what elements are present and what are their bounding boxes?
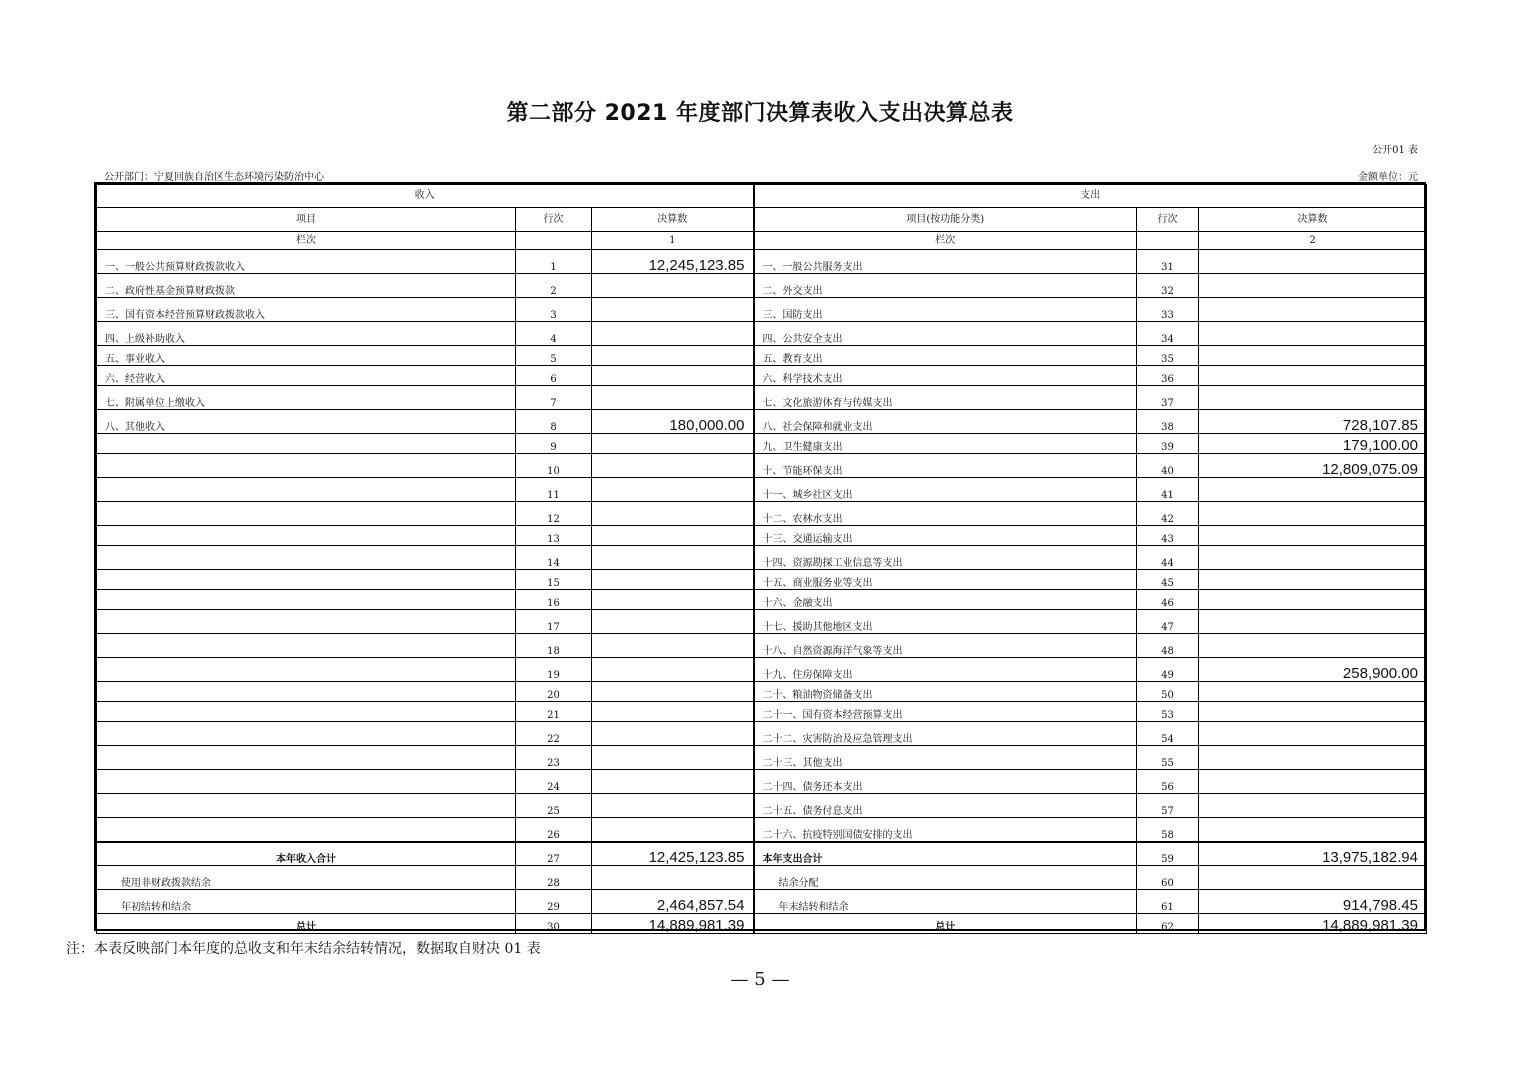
income-amount: 12,245,123.85	[592, 250, 754, 274]
expense-summary-row-no: 61	[1137, 890, 1199, 914]
expense-amount: 728,107.85	[1199, 410, 1427, 434]
income-item-name	[97, 682, 516, 702]
income-summary-amount	[592, 866, 754, 890]
income-item-name	[97, 634, 516, 658]
table-row	[97, 298, 1427, 322]
expense-item-name: 十六、金融支出	[754, 590, 1137, 610]
expense-amount	[1199, 702, 1427, 722]
expense-amount: 12,809,075.09	[1199, 454, 1427, 478]
expense-row-no: 41	[1137, 478, 1199, 502]
income-row-no: 3	[516, 298, 592, 322]
income-row-no: 2	[516, 274, 592, 298]
table-row	[97, 590, 1427, 610]
income-item-name	[97, 658, 516, 682]
expense-row-no: 32	[1137, 274, 1199, 298]
expense-row-no-index	[1137, 232, 1199, 250]
table-row	[97, 274, 1427, 298]
currency-unit-label: 金额单位：元	[1358, 172, 1418, 183]
expense-row-no: 53	[1137, 702, 1199, 722]
budget-table-frame	[94, 182, 1426, 934]
income-item-name	[97, 526, 516, 546]
income-item-name: 五、事业收入	[97, 346, 516, 366]
expense-item-name: 二十、粮油物资储备支出	[754, 682, 1137, 702]
income-item-name	[97, 454, 516, 478]
income-row-no: 6	[516, 366, 592, 386]
income-amount	[592, 570, 754, 590]
income-amount-header: 决算数	[592, 208, 754, 232]
income-summary-row-no: 30	[516, 914, 592, 934]
expense-item-name: 五、教育支出	[754, 346, 1137, 366]
income-amount	[592, 274, 754, 298]
expense-amount	[1199, 366, 1427, 386]
summary-row	[97, 842, 1427, 866]
income-item-name: 七、附属单位上缴收入	[97, 386, 516, 410]
income-amount	[592, 658, 754, 682]
income-row-no: 16	[516, 590, 592, 610]
expense-item-name: 二十一、国有资本经营预算支出	[754, 702, 1137, 722]
income-amount	[592, 682, 754, 702]
income-row-no: 10	[516, 454, 592, 478]
table-row	[97, 454, 1427, 478]
expense-amount	[1199, 386, 1427, 410]
table-row	[97, 746, 1427, 770]
expense-amount	[1199, 610, 1427, 634]
expense-row-no-header: 行次	[1137, 208, 1199, 232]
summary-row	[97, 914, 1427, 934]
table-row	[97, 322, 1427, 346]
income-amount	[592, 722, 754, 746]
expense-item-header: 项目(按功能分类)	[754, 208, 1137, 232]
expense-item-name: 二十二、灾害防治及应急管理支出	[754, 722, 1137, 746]
expense-amount	[1199, 478, 1427, 502]
income-item-name: 二、政府性基金预算财政拨款	[97, 274, 516, 298]
income-amount	[592, 434, 754, 454]
income-row-no: 1	[516, 250, 592, 274]
income-row-no: 7	[516, 386, 592, 410]
expense-summary-amount	[1199, 866, 1427, 890]
expense-item-name: 十一、城乡社区支出	[754, 478, 1137, 502]
income-amount	[592, 546, 754, 570]
expense-row-no: 47	[1137, 610, 1199, 634]
expense-summary-amount: 914,798.45	[1199, 890, 1427, 914]
income-amount	[592, 454, 754, 478]
expense-item-name: 十七、援助其他地区支出	[754, 610, 1137, 634]
income-item-name	[97, 610, 516, 634]
expense-row-no: 49	[1137, 658, 1199, 682]
income-summary-amount: 14,889,981.39	[592, 914, 754, 934]
table-row	[97, 818, 1427, 842]
income-section-header: 收入	[97, 185, 754, 208]
income-item-name	[97, 818, 516, 842]
expense-row-no: 36	[1137, 366, 1199, 386]
income-row-no: 15	[516, 570, 592, 590]
table-row	[97, 770, 1427, 794]
expense-item-name: 九、卫生健康支出	[754, 434, 1137, 454]
income-amount	[592, 386, 754, 410]
expense-summary-amount: 13,975,182.94	[1199, 842, 1427, 866]
expense-item-name: 十二、农林水支出	[754, 502, 1137, 526]
table-row	[97, 722, 1427, 746]
income-row-no: 5	[516, 346, 592, 366]
income-amount	[592, 746, 754, 770]
income-row-no: 24	[516, 770, 592, 794]
income-summary-name: 年初结转和结余	[97, 890, 516, 914]
table-row	[97, 526, 1427, 546]
expense-amount	[1199, 682, 1427, 702]
table-row	[97, 502, 1427, 526]
expense-row-no: 54	[1137, 722, 1199, 746]
income-amount	[592, 526, 754, 546]
income-row-no: 19	[516, 658, 592, 682]
income-amount	[592, 794, 754, 818]
expense-row-no: 33	[1137, 298, 1199, 322]
expense-row-no: 46	[1137, 590, 1199, 610]
summary-row	[97, 866, 1427, 890]
expense-row-no: 31	[1137, 250, 1199, 274]
expense-row-no: 39	[1137, 434, 1199, 454]
income-row-no: 11	[516, 478, 592, 502]
department-label: 公开部门：宁夏回族自治区生态环境污染防治中心	[104, 172, 324, 183]
expense-item-name: 十八、自然资源海洋气象等支出	[754, 634, 1137, 658]
expense-amount	[1199, 298, 1427, 322]
expense-amount-index: 2	[1199, 232, 1427, 250]
income-amount	[592, 502, 754, 526]
income-amount: 180,000.00	[592, 410, 754, 434]
table-row	[97, 346, 1427, 366]
income-amount	[592, 478, 754, 502]
expense-item-name: 二十三、其他支出	[754, 746, 1137, 770]
expense-item-name: 十五、商业服务业等支出	[754, 570, 1137, 590]
expense-summary-row-no: 62	[1137, 914, 1199, 934]
income-amount	[592, 818, 754, 842]
income-summary-name: 本年收入合计	[97, 842, 516, 866]
expense-row-no: 35	[1137, 346, 1199, 366]
income-item-name	[97, 570, 516, 590]
income-item-name: 三、国有资本经营预算财政拨款收入	[97, 298, 516, 322]
income-item-name	[97, 770, 516, 794]
income-row-no: 17	[516, 610, 592, 634]
expense-row-no: 38	[1137, 410, 1199, 434]
expense-item-name: 十、节能环保支出	[754, 454, 1137, 478]
income-summary-amount: 12,425,123.85	[592, 842, 754, 866]
table-row	[97, 610, 1427, 634]
income-row-no: 9	[516, 434, 592, 454]
income-amount	[592, 322, 754, 346]
income-amount	[592, 634, 754, 658]
income-row-no: 18	[516, 634, 592, 658]
table-row	[97, 366, 1427, 386]
expense-row-no: 58	[1137, 818, 1199, 842]
income-summary-row-no: 29	[516, 890, 592, 914]
table-row	[97, 546, 1427, 570]
table-row	[97, 794, 1427, 818]
expense-amount	[1199, 322, 1427, 346]
table-row	[97, 682, 1427, 702]
expense-amount-header: 决算数	[1199, 208, 1427, 232]
expense-summary-row-no: 59	[1137, 842, 1199, 866]
table-row	[97, 634, 1427, 658]
income-row-no: 13	[516, 526, 592, 546]
expense-row-no: 37	[1137, 386, 1199, 410]
expense-amount	[1199, 770, 1427, 794]
expense-amount	[1199, 590, 1427, 610]
expense-amount	[1199, 346, 1427, 366]
expense-row-no: 42	[1137, 502, 1199, 526]
income-item-header: 项目	[97, 208, 516, 232]
income-amount	[592, 702, 754, 722]
income-item-name: 八、其他收入	[97, 410, 516, 434]
form-number: 公开01 表	[1372, 145, 1418, 156]
expense-amount	[1199, 274, 1427, 298]
expense-amount	[1199, 818, 1427, 842]
income-amount	[592, 770, 754, 794]
expense-summary-name: 结余分配	[754, 866, 1137, 890]
expense-amount	[1199, 526, 1427, 546]
table-row	[97, 570, 1427, 590]
expense-summary-name: 总计	[754, 914, 1137, 934]
expense-summary-name: 年末结转和结余	[754, 890, 1137, 914]
expense-column-label: 栏次	[754, 232, 1137, 250]
income-item-name	[97, 434, 516, 454]
income-row-no: 25	[516, 794, 592, 818]
income-row-no-header: 行次	[516, 208, 592, 232]
income-row-no: 8	[516, 410, 592, 434]
income-amount	[592, 590, 754, 610]
expense-amount	[1199, 250, 1427, 274]
table-row	[97, 386, 1427, 410]
income-row-no: 14	[516, 546, 592, 570]
table-row	[97, 658, 1427, 682]
income-summary-row-no: 27	[516, 842, 592, 866]
expense-row-no: 34	[1137, 322, 1199, 346]
income-summary-amount: 2,464,857.54	[592, 890, 754, 914]
income-item-name	[97, 746, 516, 770]
income-item-name	[97, 590, 516, 610]
expense-item-name: 七、文化旅游体育与传媒支出	[754, 386, 1137, 410]
expense-item-name: 十四、资源勘探工业信息等支出	[754, 546, 1137, 570]
table-row	[97, 702, 1427, 722]
expense-summary-amount: 14,889,981.39	[1199, 914, 1427, 934]
income-item-name	[97, 478, 516, 502]
table-row	[97, 250, 1427, 274]
expense-row-no: 43	[1137, 526, 1199, 546]
income-row-no: 22	[516, 722, 592, 746]
budget-summary-table	[96, 184, 1427, 934]
income-amount	[592, 366, 754, 386]
income-amount-index: 1	[592, 232, 754, 250]
income-item-name	[97, 546, 516, 570]
expense-row-no: 57	[1137, 794, 1199, 818]
column-index-row	[97, 232, 1427, 250]
income-amount	[592, 610, 754, 634]
income-item-name	[97, 794, 516, 818]
expense-row-no: 45	[1137, 570, 1199, 590]
income-row-no: 12	[516, 502, 592, 526]
income-summary-row-no: 28	[516, 866, 592, 890]
expense-summary-name: 本年支出合计	[754, 842, 1137, 866]
expense-amount	[1199, 502, 1427, 526]
expense-amount	[1199, 746, 1427, 770]
expense-amount: 258,900.00	[1199, 658, 1427, 682]
expense-row-no: 44	[1137, 546, 1199, 570]
expense-amount: 179,100.00	[1199, 434, 1427, 454]
expense-amount	[1199, 794, 1427, 818]
expense-item-name: 八、社会保障和就业支出	[754, 410, 1137, 434]
expense-row-no: 55	[1137, 746, 1199, 770]
expense-item-name: 三、国防支出	[754, 298, 1137, 322]
income-amount	[592, 346, 754, 366]
income-row-no: 23	[516, 746, 592, 770]
income-amount	[592, 298, 754, 322]
income-row-no: 21	[516, 702, 592, 722]
income-item-name	[97, 722, 516, 746]
expense-row-no: 50	[1137, 682, 1199, 702]
expense-item-name: 一、一般公共服务支出	[754, 250, 1137, 274]
income-item-name	[97, 502, 516, 526]
expense-row-no: 40	[1137, 454, 1199, 478]
expense-amount	[1199, 546, 1427, 570]
expense-item-name: 十三、交通运输支出	[754, 526, 1137, 546]
summary-row	[97, 890, 1427, 914]
expense-item-name: 六、科学技术支出	[754, 366, 1137, 386]
expense-item-name: 二十五、债务付息支出	[754, 794, 1137, 818]
page-number: — 5 —	[730, 969, 790, 990]
expense-row-no: 56	[1137, 770, 1199, 794]
expense-item-name: 四、公共安全支出	[754, 322, 1137, 346]
expense-item-name: 十九、住房保障支出	[754, 658, 1137, 682]
page-title: 第二部分 2021 年度部门决算表收入支出决算总表	[506, 101, 1014, 126]
income-row-no: 20	[516, 682, 592, 702]
expense-item-name: 二十四、债务还本支出	[754, 770, 1137, 794]
income-item-name: 四、上级补助收入	[97, 322, 516, 346]
expense-summary-row-no: 60	[1137, 866, 1199, 890]
income-row-no-index	[516, 232, 592, 250]
income-row-no: 26	[516, 818, 592, 842]
expense-amount	[1199, 722, 1427, 746]
expense-amount	[1199, 634, 1427, 658]
income-item-name	[97, 702, 516, 722]
expense-item-name: 二十六、抗疫特别国债安排的支出	[754, 818, 1137, 842]
income-summary-name: 总计	[97, 914, 516, 934]
table-row	[97, 410, 1427, 434]
expense-section-header: 支出	[754, 185, 1427, 208]
income-row-no: 4	[516, 322, 592, 346]
income-summary-name: 使用非财政拨款结余	[97, 866, 516, 890]
income-column-label: 栏次	[97, 232, 516, 250]
income-item-name: 一、一般公共预算财政拨款收入	[97, 250, 516, 274]
expense-amount	[1199, 570, 1427, 590]
section-header-row	[97, 185, 1427, 208]
footnote: 注：本表反映部门本年度的总收支和年末结余结转情况，数据取自财决 01 表	[66, 941, 541, 957]
income-item-name: 六、经营收入	[97, 366, 516, 386]
column-header-row	[97, 208, 1427, 232]
table-row	[97, 434, 1427, 454]
table-row	[97, 478, 1427, 502]
expense-item-name: 二、外交支出	[754, 274, 1137, 298]
expense-row-no: 48	[1137, 634, 1199, 658]
